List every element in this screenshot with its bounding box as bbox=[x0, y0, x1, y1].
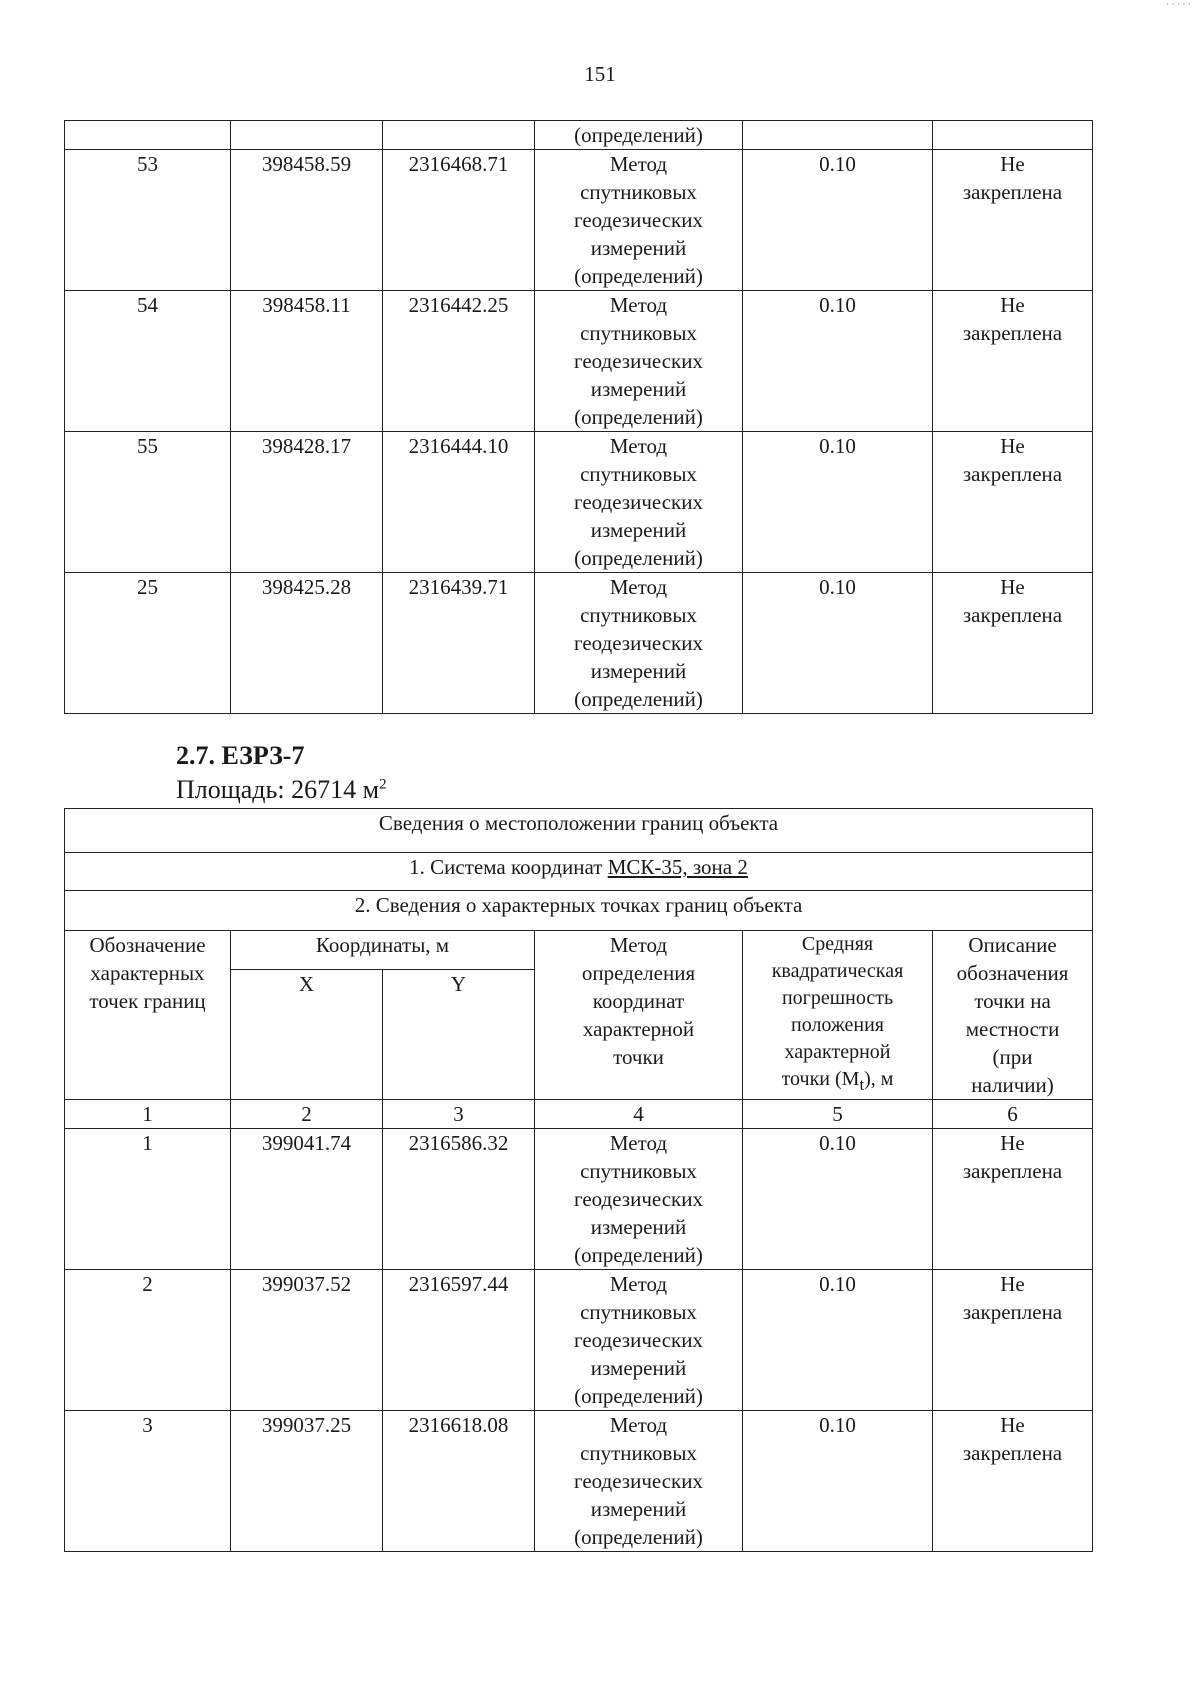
method-line: измерений bbox=[590, 518, 687, 542]
header-accuracy-line: характерной bbox=[784, 1041, 891, 1063]
method-line: (определений) bbox=[574, 1525, 703, 1549]
description-line: Не bbox=[1000, 152, 1025, 176]
method-cell bbox=[535, 573, 743, 714]
method-line: спутниковых bbox=[580, 180, 697, 204]
description-line: закреплена bbox=[962, 1159, 1063, 1183]
accuracy-symbol: точки (M bbox=[781, 1068, 860, 1090]
header-point bbox=[65, 931, 231, 1100]
method-line: Метод bbox=[609, 434, 668, 458]
method-line: геодезических bbox=[573, 1328, 703, 1352]
method-line: Метод bbox=[609, 152, 668, 176]
method-line: Метод bbox=[609, 1413, 668, 1437]
y-coordinate-cell: 2316444.10 bbox=[383, 432, 535, 573]
accuracy-cell: 0.10 bbox=[743, 1129, 933, 1270]
table-row bbox=[65, 573, 1093, 714]
area-line bbox=[176, 775, 387, 805]
description-line: закреплена bbox=[962, 180, 1063, 204]
table1-body bbox=[65, 121, 1093, 714]
header-description-line: точки на bbox=[974, 989, 1051, 1013]
x-coordinate-cell: 399037.52 bbox=[231, 1270, 383, 1411]
header-y: Y bbox=[383, 970, 535, 1100]
method-line: геодезических bbox=[573, 349, 703, 373]
header-description-line: (при bbox=[992, 1045, 1033, 1069]
method-line: геодезических bbox=[573, 208, 703, 232]
y-coordinate-cell: 2316439.71 bbox=[383, 573, 535, 714]
y-coordinate-cell: 2316586.32 bbox=[383, 1129, 535, 1270]
header-accuracy-line: положения bbox=[791, 1014, 884, 1036]
y-coordinate-cell: 2316597.44 bbox=[383, 1270, 535, 1411]
coordinate-system-prefix: 1. Система координат bbox=[409, 855, 603, 879]
method-line: (определений) bbox=[574, 546, 703, 570]
description-cell bbox=[933, 291, 1093, 432]
method-cell bbox=[535, 1129, 743, 1270]
method-cell bbox=[535, 150, 743, 291]
description-line: Не bbox=[1000, 1272, 1025, 1296]
table-row bbox=[65, 432, 1093, 573]
method-cell bbox=[535, 1411, 743, 1552]
header-x: X bbox=[231, 970, 383, 1100]
header-row-1 bbox=[65, 931, 1093, 970]
accuracy-subscript: t bbox=[859, 1075, 865, 1094]
points-title-row bbox=[65, 891, 1093, 931]
header-description-line: обозначения bbox=[956, 961, 1069, 985]
method-cell bbox=[535, 1270, 743, 1411]
method-line: (определений) bbox=[574, 405, 703, 429]
method-line: спутниковых bbox=[580, 1159, 697, 1183]
table2-body bbox=[65, 809, 1093, 1552]
point-cell: 54 bbox=[65, 291, 231, 432]
method-line: (определений) bbox=[574, 1243, 703, 1267]
x-coordinate-cell: 399037.25 bbox=[231, 1411, 383, 1552]
header-description-line: местности bbox=[965, 1017, 1060, 1041]
table-row bbox=[65, 1270, 1093, 1411]
column-number-row bbox=[65, 1100, 1093, 1129]
accuracy-cell: 0.10 bbox=[743, 1411, 933, 1552]
method-line: спутниковых bbox=[580, 1300, 697, 1324]
method-line: Метод bbox=[609, 1131, 668, 1155]
header-description bbox=[933, 931, 1093, 1100]
method-line: (определений) bbox=[574, 687, 703, 711]
cell-empty bbox=[65, 121, 231, 150]
description-line: закреплена bbox=[962, 462, 1063, 486]
method-cell bbox=[535, 291, 743, 432]
description-line: закреплена bbox=[962, 321, 1063, 345]
description-line: Не bbox=[1000, 1131, 1025, 1155]
area-unit-power: 2 bbox=[379, 776, 387, 793]
header-method-line: характерной bbox=[582, 1017, 695, 1041]
method-line: измерений bbox=[590, 377, 687, 401]
cell-empty bbox=[743, 121, 933, 150]
table-row bbox=[65, 291, 1093, 432]
method-line: измерений bbox=[590, 1356, 687, 1380]
cell-empty bbox=[383, 121, 535, 150]
description-cell bbox=[933, 1129, 1093, 1270]
section-heading: 2.7. ЕЗРЗ-7 bbox=[176, 741, 305, 770]
method-line: геодезических bbox=[573, 1469, 703, 1493]
point-cell: 1 bbox=[65, 1129, 231, 1270]
points-title: 2. Сведения о характерных точках границ объекта bbox=[65, 891, 1093, 931]
method-line: спутниковых bbox=[580, 603, 697, 627]
table-row bbox=[65, 1129, 1093, 1270]
accuracy-cell: 0.10 bbox=[743, 432, 933, 573]
x-coordinate-cell: 399041.74 bbox=[231, 1129, 383, 1270]
header-point-line: характерных bbox=[90, 961, 205, 985]
coordinate-system-row bbox=[65, 853, 1093, 891]
coordinate-system-cell bbox=[65, 853, 1093, 891]
method-line: измерений bbox=[590, 1215, 687, 1239]
description-line: Не bbox=[1000, 575, 1025, 599]
coordinate-system-name: МСК-35, зона 2 bbox=[607, 855, 748, 879]
description-line: закреплена bbox=[962, 1441, 1063, 1465]
method-line: (определений) bbox=[574, 1384, 703, 1408]
accuracy-cell: 0.10 bbox=[743, 1270, 933, 1411]
method-line: геодезических bbox=[573, 1187, 703, 1211]
cell-empty bbox=[933, 121, 1093, 150]
column-number: 5 bbox=[743, 1100, 933, 1129]
method-line: спутниковых bbox=[580, 321, 697, 345]
header-method-line: координат bbox=[592, 989, 685, 1013]
header-point-line: Обозначение bbox=[89, 933, 206, 957]
header-accuracy-line: квадратическая bbox=[771, 960, 904, 982]
coordinates-table-continued bbox=[64, 120, 1093, 714]
header-coordinates: Координаты, м bbox=[231, 931, 535, 970]
y-coordinate-cell: 2316618.08 bbox=[383, 1411, 535, 1552]
table-row bbox=[65, 150, 1093, 291]
area-unit: м bbox=[362, 775, 380, 804]
description-line: Не bbox=[1000, 434, 1025, 458]
accuracy-unit: ), м bbox=[864, 1068, 894, 1090]
header-accuracy-line: погрешность bbox=[781, 987, 894, 1009]
scan-mark: ····· bbox=[1164, 0, 1192, 10]
accuracy-cell: 0.10 bbox=[743, 291, 933, 432]
point-cell: 55 bbox=[65, 432, 231, 573]
point-cell: 53 bbox=[65, 150, 231, 291]
description-line: Не bbox=[1000, 1413, 1025, 1437]
description-line: Не bbox=[1000, 293, 1025, 317]
column-number: 3 bbox=[383, 1100, 535, 1129]
coordinates-table bbox=[64, 808, 1093, 1552]
table-row bbox=[65, 1411, 1093, 1552]
method-line: спутниковых bbox=[580, 1441, 697, 1465]
method-line: измерений bbox=[590, 1497, 687, 1521]
header-method-line: точки bbox=[613, 1045, 664, 1069]
method-line: Метод bbox=[609, 293, 668, 317]
header-accuracy-line bbox=[745, 1066, 930, 1098]
x-coordinate-cell: 398428.17 bbox=[231, 432, 383, 573]
table-title: Сведения о местоположении границ объекта bbox=[65, 809, 1093, 853]
description-cell bbox=[933, 1270, 1093, 1411]
cell-empty bbox=[231, 121, 383, 150]
x-coordinate-cell: 398458.11 bbox=[231, 291, 383, 432]
header-description-line: Описание bbox=[968, 933, 1057, 957]
description-cell bbox=[933, 150, 1093, 291]
x-coordinate-cell: 398458.59 bbox=[231, 150, 383, 291]
column-number: 2 bbox=[231, 1100, 383, 1129]
y-coordinate-cell: 2316468.71 bbox=[383, 150, 535, 291]
header-method bbox=[535, 931, 743, 1100]
description-cell bbox=[933, 573, 1093, 714]
method-line: (определений) bbox=[574, 264, 703, 288]
table-title-row bbox=[65, 809, 1093, 853]
column-number: 4 bbox=[535, 1100, 743, 1129]
header-method-line: определения bbox=[581, 961, 696, 985]
point-cell: 25 bbox=[65, 573, 231, 714]
method-line: измерений bbox=[590, 236, 687, 260]
method-line: спутниковых bbox=[580, 462, 697, 486]
description-cell bbox=[933, 1411, 1093, 1552]
area-label: Площадь: 26714 bbox=[176, 775, 357, 804]
description-cell bbox=[933, 432, 1093, 573]
method-line: геодезических bbox=[573, 631, 703, 655]
method-continuation-cell: (определений) bbox=[535, 121, 743, 150]
table-row-continuation bbox=[65, 121, 1093, 150]
column-number: 6 bbox=[933, 1100, 1093, 1129]
method-line: Метод bbox=[609, 1272, 668, 1296]
x-coordinate-cell: 398425.28 bbox=[231, 573, 383, 714]
accuracy-cell: 0.10 bbox=[743, 150, 933, 291]
method-line: геодезических bbox=[573, 490, 703, 514]
description-line: закреплена bbox=[962, 603, 1063, 627]
column-number: 1 bbox=[65, 1100, 231, 1129]
method-cell bbox=[535, 432, 743, 573]
point-cell: 3 bbox=[65, 1411, 231, 1552]
page-number: 151 bbox=[584, 62, 616, 86]
header-point-line: точек границ bbox=[89, 989, 206, 1013]
y-coordinate-cell: 2316442.25 bbox=[383, 291, 535, 432]
header-description-line: наличии) bbox=[971, 1073, 1054, 1097]
header-accuracy bbox=[743, 931, 933, 1100]
method-line: измерений bbox=[590, 659, 687, 683]
point-cell: 2 bbox=[65, 1270, 231, 1411]
accuracy-cell: 0.10 bbox=[743, 573, 933, 714]
description-line: закреплена bbox=[962, 1300, 1063, 1324]
header-method-line: Метод bbox=[609, 933, 668, 957]
header-accuracy-line: Средняя bbox=[801, 933, 874, 955]
method-line: Метод bbox=[609, 575, 668, 599]
